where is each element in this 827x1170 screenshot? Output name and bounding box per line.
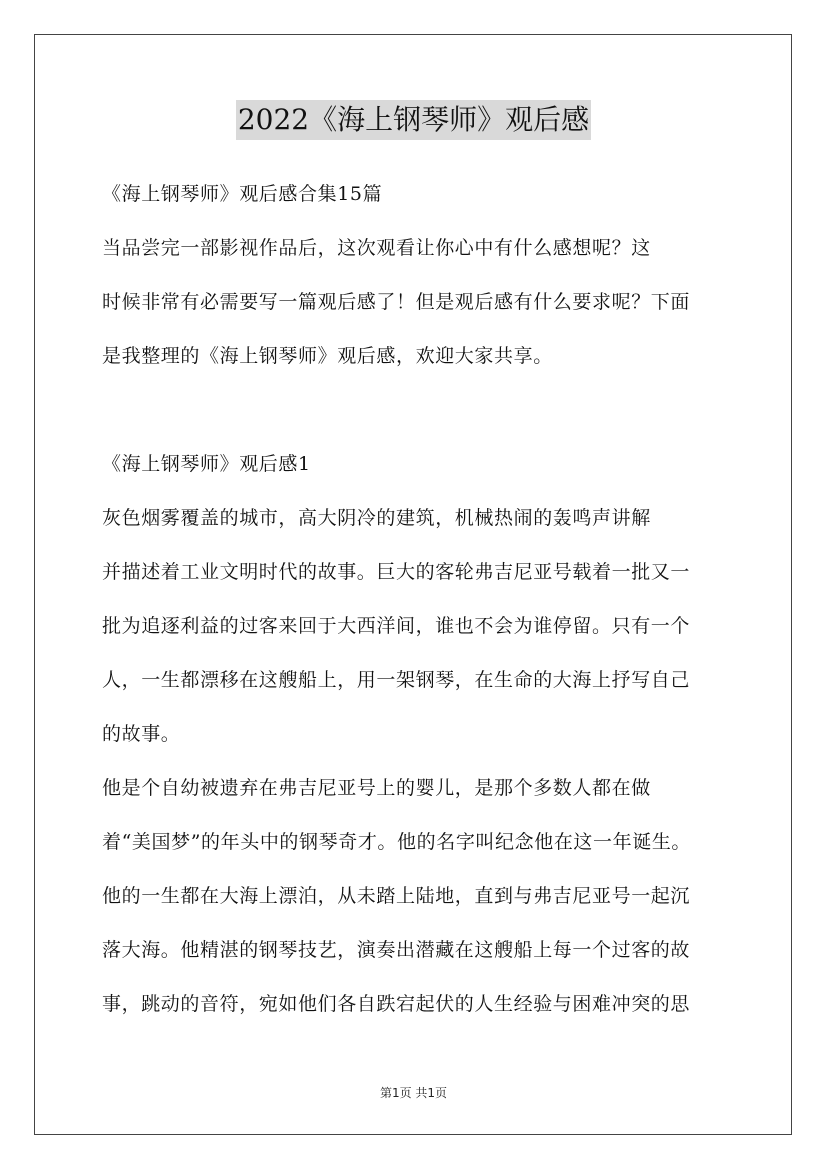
text-line: 《海上钢琴师》观后感合集15篇 bbox=[102, 183, 383, 205]
page-footer: 第1页 共1页 bbox=[379, 1086, 448, 1100]
document-title: 2022《海上钢琴师》观后感 bbox=[236, 100, 591, 140]
text-line: 《海上钢琴师》观后感1 bbox=[102, 453, 311, 475]
text-line: 当品尝完一部影视作品后，这次观看让你心中有什么感想呢？这 bbox=[102, 237, 651, 259]
text-line: 并描述着工业文明时代的故事。巨大的客轮弗吉尼亚号载着一批又一 bbox=[102, 561, 691, 583]
text-line: 落大海。他精湛的钢琴技艺，演奏出潜藏在这艘船上每一个过客的故 bbox=[102, 939, 691, 961]
text-line: 时候非常有必需要写一篇观后感了！但是观后感有什么要求呢？下面 bbox=[102, 291, 691, 313]
text-line: 灰色烟雾覆盖的城市，高大阴冷的建筑，机械热闹的轰鸣声讲解 bbox=[102, 507, 651, 529]
text-line: 的故事。 bbox=[102, 723, 181, 745]
text-line: 着“美国梦”的年头中的钢琴奇才。他的名字叫纪念他在这一年诞生。 bbox=[102, 831, 692, 853]
title-wrap bbox=[0, 100, 827, 140]
text-line: 事，跳动的音符，宛如他们各自跌宕起伏的人生经验与困难冲突的思 bbox=[102, 993, 691, 1015]
text-line: 他是个自幼被遗弃在弗吉尼亚号上的婴儿，是那个多数人都在做 bbox=[102, 777, 651, 799]
text-line: 批为追逐利益的过客来回于大西洋间，谁也不会为谁停留。只有一个 bbox=[102, 615, 691, 637]
text-line: 人，一生都漂移在这艘船上，用一架钢琴，在生命的大海上抒写自己 bbox=[102, 669, 691, 691]
text-line: 是我整理的《海上钢琴师》观后感，欢迎大家共享。 bbox=[102, 345, 553, 367]
text-line: 他的一生都在大海上漂泊，从未踏上陆地，直到与弗吉尼亚号一起沉 bbox=[102, 885, 691, 907]
